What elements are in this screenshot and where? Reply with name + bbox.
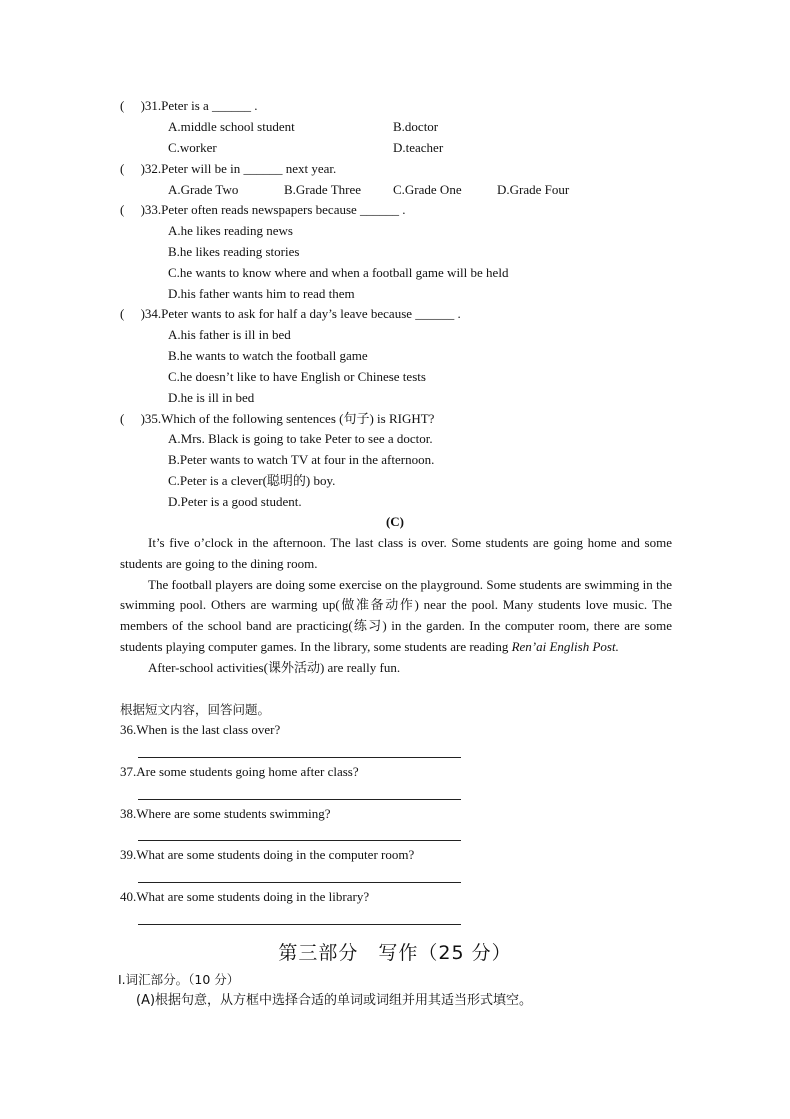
passage-paragraph-1: It’s five o’clock in the afternoon. The last class is over. Some students are going home and some students are going to the dining room. [120,535,672,571]
q32-option-a: A.Grade Two [168,182,239,197]
q35-option-c: C.Peter is a clever(聪明的) boy. [168,473,336,488]
question-39: 39.What are some students doing in the computer room? [120,847,415,862]
passage [120,533,672,679]
q34-option-d: D.he is ill in bed [168,390,255,405]
q32-option-c: C.Grade One [393,182,462,197]
question-33-stem: ( )33.Peter often reads newspapers because ______ . [120,202,406,217]
question-35-stem: ( )35.Which of the following sentences (句子) is RIGHT? [120,411,435,426]
question-31-stem: ( )31.Peter is a ______ . [120,98,258,113]
q35-option-b: B.Peter wants to watch TV at four in the afternoon. [168,452,435,467]
passage-paragraph-2-text: The football players are doing some exercise on the playground. Some students are swimming in the swimming pool. Others are warming up(做准备动作) near the pool. Many students love music. The members of the school band are practicing(练习) in the garden. In the computer room, there are some students playing computer games. In the library, some students are reading [120,576,672,654]
q33-option-b: B.he likes reading stories [168,244,300,259]
passage-paragraph-3: After-school activities(课外活动) are really fun. [148,659,401,675]
q33-option-a: A.he likes reading news [168,223,293,238]
newspaper-title: Ren’ai English Post. [511,638,619,654]
answer-line-36[interactable] [138,757,461,758]
answer-line-37[interactable] [138,799,461,800]
question-34-stem: ( )34.Peter wants to ask for half a day’s leave because ______ . [120,306,461,321]
answer-line-38[interactable] [138,840,461,841]
q34-option-a: A.his father is ill in bed [168,327,291,342]
vocabulary-instruction: (A)根据句意，从方框中选择合适的单词或词组并用其适当形式填空。 [136,993,533,1008]
q31-option-c: C.worker [168,140,217,155]
answer-instruction: 根据短文内容，回答问题。 [120,702,271,717]
passage-paragraph-2 [120,575,672,658]
q34-option-b: B.he wants to watch the football game [168,348,368,363]
q33-option-c: C.he wants to know where and when a football game will be held [168,265,509,280]
question-32-stem: ( )32.Peter will be in ______ next year. [120,161,337,176]
q32-option-b: B.Grade Three [284,182,362,197]
question-40: 40.What are some students doing in the library? [120,889,370,904]
q35-option-d: D.Peter is a good student. [168,494,302,509]
question-38: 38.Where are some students swimming? [120,806,331,821]
q34-option-c: C.he doesn’t like to have English or Chinese tests [168,369,426,384]
vocabulary-section-heading: Ⅰ.词汇部分。（10 分） [118,972,240,987]
q31-option-d: D.teacher [393,140,444,155]
q31-option-b: B.doctor [393,119,439,134]
q31-option-a: A.middle school student [168,119,295,134]
answer-line-39[interactable] [138,882,461,883]
section-c-heading: (C) [385,514,405,529]
part-3-title: 第三部分 写作（25 分） [278,942,512,964]
q33-option-d: D.his father wants him to read them [168,286,355,301]
question-36: 36.When is the last class over? [120,722,281,737]
answer-line-40[interactable] [138,924,461,925]
q32-option-d: D.Grade Four [497,182,570,197]
question-37: 37.Are some students going home after class? [120,764,359,779]
q35-option-a: A.Mrs. Black is going to take Peter to see a doctor. [168,431,433,446]
